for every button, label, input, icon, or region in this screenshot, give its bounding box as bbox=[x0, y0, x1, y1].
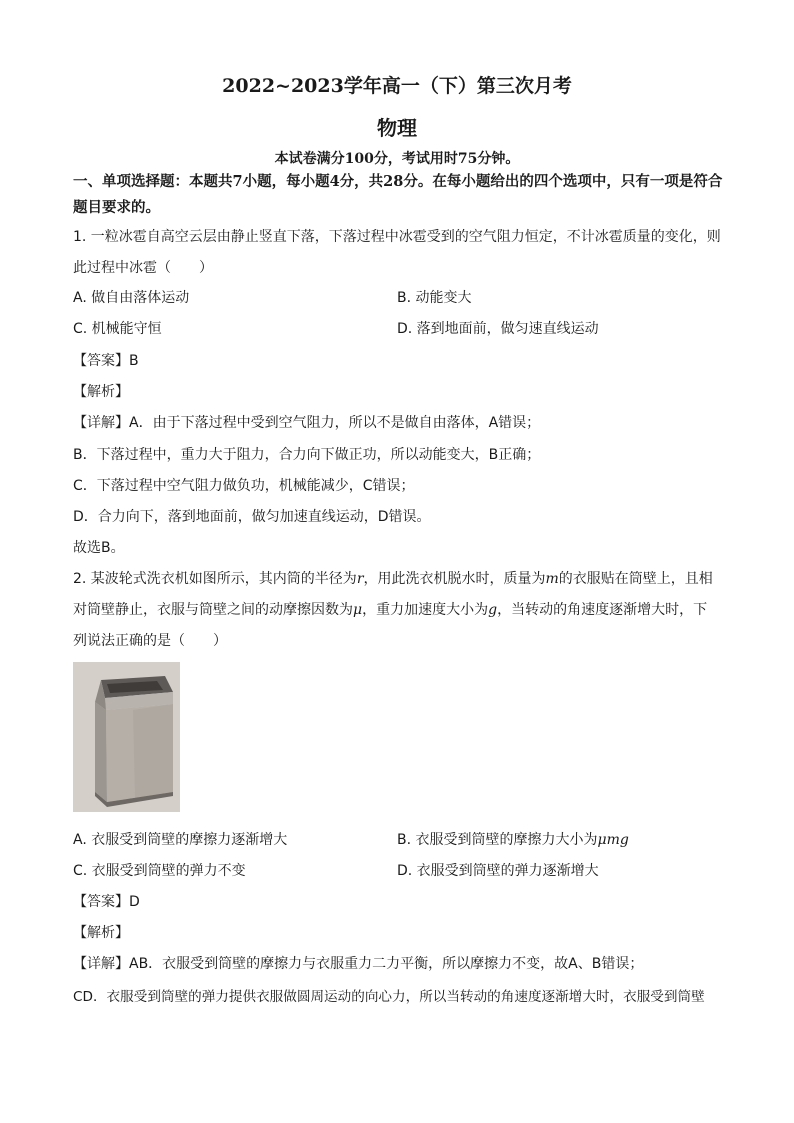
q1-detail-b: B．下落过程中，重力大于阻力，合力向下做正功，所以动能变大，B正确； bbox=[73, 447, 541, 463]
washing-machine-image bbox=[73, 662, 180, 812]
friction-formula: μmg bbox=[597, 832, 629, 848]
q2-analysis-label: 【解析】 bbox=[73, 925, 129, 941]
q2-text: ，重力加速度大小为 bbox=[362, 602, 489, 618]
q2-detail-ab: 【详解】AB．衣服受到筒壁的摩擦力与衣服重力二力平衡，所以摩擦力不变，故A、B错误； bbox=[73, 956, 644, 972]
q1-option-d: D. 落到地面前，做匀速直线运动 bbox=[397, 321, 599, 337]
q2-option-a: A. 衣服受到筒壁的摩擦力逐渐增大 bbox=[73, 832, 288, 848]
q2-text: ，用此洗衣机脱水时，质量为 bbox=[363, 571, 546, 587]
q1-option-c: C. 机械能守恒 bbox=[73, 321, 162, 337]
q1-detail-a: 【详解】A．由于下落过程中受到空气阻力，所以不是做自由落体，A错误； bbox=[73, 415, 541, 431]
q2-text: 对筒壁静止，衣服与筒壁之间的动摩擦因数为 bbox=[73, 602, 353, 618]
q1-option-b: B. 动能变大 bbox=[397, 290, 472, 306]
q1-answer: 【答案】B bbox=[73, 353, 139, 369]
q1-option-a: A. 做自由落体运动 bbox=[73, 290, 190, 306]
q2-stem-line3: 列说法正确的是（ ） bbox=[73, 633, 227, 649]
mu-symbol: μ bbox=[353, 602, 363, 618]
q2-option-d: D. 衣服受到筒壁的弹力逐渐增大 bbox=[397, 863, 599, 879]
q2-detail-cd: CD．衣服受到筒壁的弹力提供衣服做圆周运动的向心力，所以当转动的角速度逐渐增大时，衣服受到筒壁 bbox=[73, 989, 705, 1005]
q2-option-b-text: B. 衣服受到筒壁的摩擦力大小为 bbox=[397, 832, 598, 848]
subject-title: 物理 bbox=[377, 116, 417, 140]
q1-analysis-label: 【解析】 bbox=[73, 384, 129, 400]
q1-detail-d: D．合力向下，落到地面前，做匀加速直线运动，D错误。 bbox=[73, 509, 431, 525]
mass-symbol: m bbox=[545, 571, 559, 587]
q1-stem-line2: 此过程中冰雹（ ） bbox=[73, 260, 213, 276]
exam-title: 2022~2023学年高一（下）第三次月考 bbox=[222, 75, 572, 97]
q1-detail-c: C．下落过程中空气阻力做负功，机械能减少，C错误； bbox=[73, 478, 415, 494]
q2-option-c: C. 衣服受到筒壁的弹力不变 bbox=[73, 863, 246, 879]
q2-text: 的衣服贴在筒壁上，且相 bbox=[558, 571, 713, 587]
gravity-symbol: g bbox=[488, 602, 498, 618]
q2-stem-line2 bbox=[73, 599, 707, 619]
q2-stem-line1 bbox=[73, 568, 713, 588]
q2-text: ，当转动的角速度逐渐增大时，下 bbox=[497, 602, 708, 618]
q2-answer: 【答案】D bbox=[73, 894, 140, 910]
q2-option-b bbox=[397, 829, 629, 849]
q1-stem-line1: 1. 一粒冰雹自高空云层由静止竖直下落，下落过程中冰雹受到的空气阻力恒定，不计冰雹质量的变化，则 bbox=[73, 229, 721, 245]
q2-text: 2. 某波轮式洗衣机如图所示，其内筒的半径为 bbox=[73, 571, 357, 587]
radius-symbol: r bbox=[356, 571, 364, 587]
exam-note: 本试卷满分100分，考试用时75分钟。 bbox=[274, 151, 520, 167]
q1-conclusion: 故选B。 bbox=[73, 540, 125, 556]
section-heading: 一、单项选择题：本题共7小题，每小题4分，共28分。在每小题给出的四个选项中，只有一项是符合题目要求的。 bbox=[73, 173, 723, 216]
